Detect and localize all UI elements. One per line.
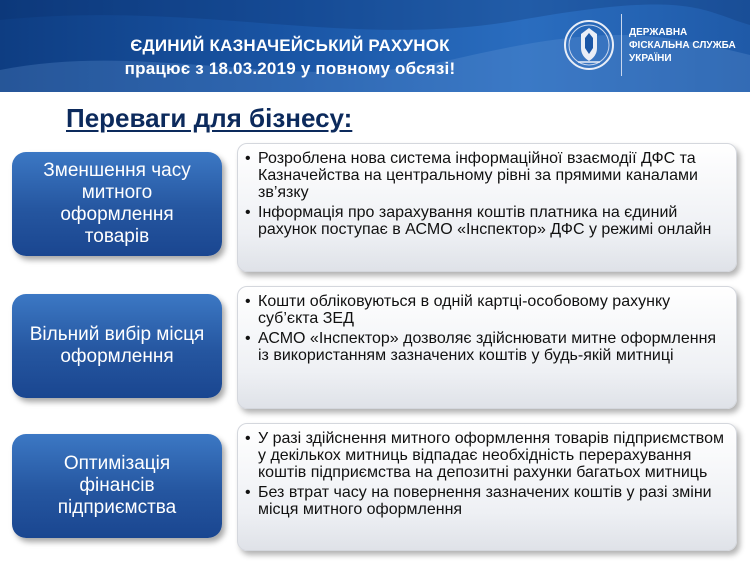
agency-line-2: ФІСКАЛЬНА СЛУЖБА [629, 40, 736, 51]
section-3-bullets [238, 424, 736, 518]
section-3-bullet-1: • У разі здійснення митного оформлення товарів підприємством у декількох митниць відпадає необхідність перерахування коштів підприємства на депозитні рахунки багатьох митниць [258, 430, 726, 481]
section-2-details [237, 286, 737, 409]
header-announcement [60, 34, 520, 80]
section-1-bullet-1: • Розроблена нова система інформаційної взаємодії ДФС та Казначейства на центральному рівні за прямими каналами зв’язку [258, 150, 726, 201]
section-2-bullet-1: • Кошти обліковуються в одній картці-особовому рахунку суб’єкта ЗЕД [258, 293, 726, 327]
header-line-2: працює з 18.03.2019 у повному обсязі! [124, 59, 456, 78]
section-1-bullet-2: • Інформація про зарахування коштів платника на єдиний рахунок поступає в АСМО «Інспектор» ДФС у режимі онлайн [258, 204, 726, 238]
tax-service-emblem-icon [563, 14, 615, 76]
section-2-bullets [238, 287, 736, 364]
section-3-label-box [12, 434, 222, 538]
agency-name [629, 26, 736, 65]
section-3-label: Оптимізація фінансів підприємства [57, 453, 177, 518]
header-banner [0, 0, 750, 92]
agency-line-3: УКРАЇНИ [629, 53, 672, 64]
section-2-bullet-2: • АСМО «Інспектор» дозволяє здійснювати митне оформлення із використанням зазначених коштів у будь-якій митниці [258, 330, 726, 364]
logo-divider [621, 14, 622, 76]
section-1-bullets [238, 144, 736, 238]
section-2-label: Вільний вибір місця оформлення [29, 324, 205, 367]
section-3-details [237, 423, 737, 551]
header-line-1: ЄДИНИЙ КАЗНАЧЕЙСЬКИЙ РАХУНОК [130, 36, 450, 55]
page-title: Переваги для бізнесу: [66, 103, 353, 133]
section-1-details [237, 143, 737, 272]
agency-line-1: ДЕРЖАВНА [629, 27, 688, 38]
section-1-label: Зменшення часу митного оформлення товарів [43, 160, 191, 247]
section-2-label-box [12, 294, 222, 398]
section-1-label-box [12, 152, 222, 256]
section-3-bullet-2: • Без втрат часу на повернення зазначених коштів у разі зміни місця митного оформлення [258, 484, 726, 518]
